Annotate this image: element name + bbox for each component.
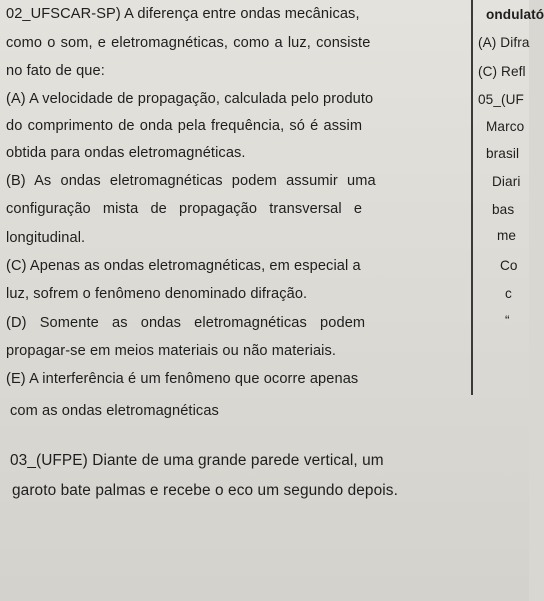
right-line-12: “ [505,313,510,328]
question-02-line-1: 02_UFSCAR-SP) A diferença entre ondas mecânicas, [6,6,360,22]
column-divider [471,0,473,395]
option-b-line-2: configuração mista de propagação transversal e [6,201,363,217]
option-e-line-2: com as ondas eletromagnéticas [10,403,219,419]
right-line-9: me [497,228,517,243]
right-line-1: ondulató [486,7,544,22]
option-d-line-1: (D) Somente as ondas eletromagnéticas podem [6,315,366,331]
right-line-10: Co [500,258,518,273]
right-line-5: Marco [486,119,525,134]
option-e-line-1: (E) A interferência é um fenômeno que ocorre apenas [6,371,359,387]
option-a-line-1: (A) A velocidade de propagação, calculada pelo produto [6,91,374,107]
question-03-line-1: 03_(UFPE) Diante de uma grande parede vertical, um [10,452,384,469]
option-a-line-2: do comprimento de onda pela frequência, só é assim [6,118,363,134]
right-line-7: Diari [492,174,521,189]
option-b-line-1: (B) As ondas eletromagnéticas podem assumir uma [6,173,376,189]
option-c-line-2: luz, sofrem o fenômeno denominado difração. [6,286,308,302]
option-b-line-3: longitudinal. [6,230,86,246]
question-02-line-3: no fato de que: [6,63,105,79]
right-line-2: (A) Difra [478,35,530,50]
right-line-4: 05_(UF [478,92,524,107]
right-line-6: brasil [486,146,520,161]
question-02-line-2: como o som, e eletromagnéticas, como a luz, consiste [6,35,371,51]
question-03-line-2: garoto bate palmas e recebe o eco um segundo depois. [12,482,398,499]
option-d-line-2: propagar-se em meios materiais ou não materiais. [6,343,337,359]
option-c-line-1: (C) Apenas as ondas eletromagnéticas, em especial a [6,258,361,274]
right-line-8: bas [492,202,515,217]
option-a-line-3: obtida para ondas eletromagnéticas. [6,145,246,161]
right-line-3: (C) Refl [478,64,526,79]
right-line-11: c [505,286,512,301]
